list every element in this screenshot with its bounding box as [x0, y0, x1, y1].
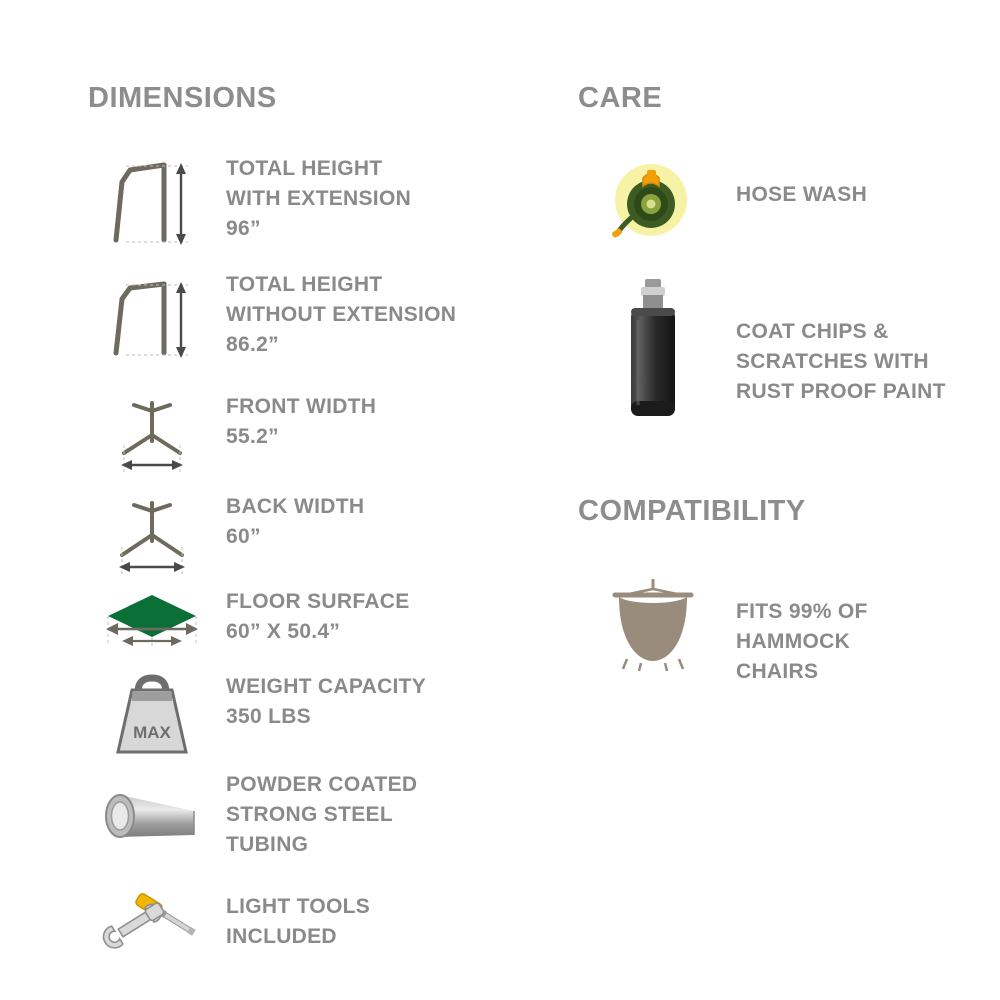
spec-row-back-width — [88, 490, 364, 586]
spec-label-light-tools: LIGHT TOOLS INCLUDED — [226, 895, 371, 948]
care-label-rust-proof-paint: COAT CHIPS & SCRATCHES WITH RUST PROOF PAINT — [736, 320, 946, 403]
weight-capacity-icon — [88, 670, 216, 762]
spec-label-front-width: FRONT WIDTH 55.2” — [226, 395, 377, 448]
garden-hose-reel-icon — [578, 158, 728, 242]
spec-row-front-width — [88, 390, 376, 486]
spec-label-total-height-without-extension: TOTAL HEIGHT WITHOUT EXTENSION 86.2” — [226, 273, 457, 356]
spec-label-steel-tubing: POWDER COATED STRONG STEEL TUBING — [226, 773, 418, 856]
back-width-icon — [88, 490, 216, 586]
spec-label-weight-capacity: WEIGHT CAPACITY 350 LBS — [226, 675, 427, 728]
spray-paint-can-icon — [578, 275, 728, 425]
care-row-rust-proof-paint — [578, 275, 946, 425]
spec-row-total-height-with-extension — [88, 152, 411, 248]
stand-without-extension-icon — [88, 268, 216, 364]
spec-label-back-width: BACK WIDTH 60” — [226, 495, 365, 548]
spec-label-total-height-with-extension: TOTAL HEIGHT WITH EXTENSION 96” — [226, 157, 412, 240]
steel-tube-icon — [88, 768, 216, 864]
compatibility-row-hammock-chairs — [578, 575, 868, 686]
spec-row-light-tools — [88, 890, 370, 974]
care-row-hose-wash — [578, 158, 867, 242]
care-section-title: CARE — [578, 82, 663, 114]
floor-surface-icon — [88, 585, 216, 657]
weight-capacity-badge: MAX — [133, 723, 171, 742]
spec-label-floor-surface: FLOOR SURFACE 60” X 50.4” — [226, 590, 410, 643]
care-label-hose-wash: HOSE WASH — [736, 183, 868, 206]
spec-row-total-height-without-extension — [88, 268, 456, 364]
tools-icon — [88, 890, 216, 974]
spec-row-floor-surface — [88, 585, 410, 657]
front-width-icon — [88, 390, 216, 486]
compatibility-label-hammock-chairs: FITS 99% OF HAMMOCK CHAIRS — [736, 600, 868, 683]
spec-row-steel-tubing — [88, 768, 417, 864]
compatibility-section-title: COMPATIBILITY — [578, 495, 806, 527]
spec-row-weight-capacity — [88, 670, 426, 762]
dimensions-section-title: DIMENSIONS — [88, 82, 277, 114]
stand-with-extension-icon — [88, 152, 216, 248]
hammock-chair-icon — [578, 575, 728, 671]
